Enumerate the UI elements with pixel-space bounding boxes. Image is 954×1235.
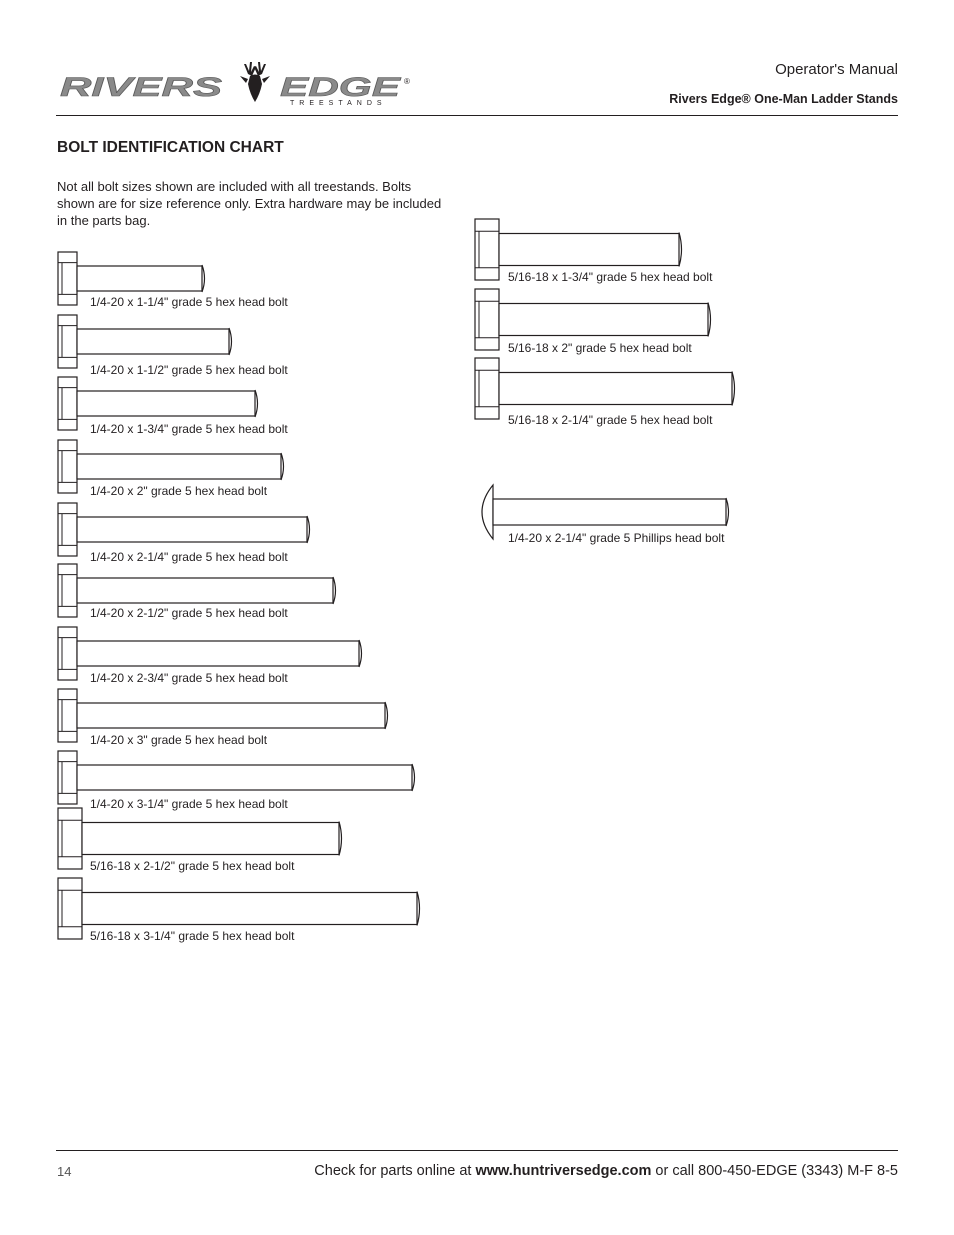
bolt-shank bbox=[77, 641, 359, 666]
page-number: 14 bbox=[57, 1164, 72, 1179]
bolt-drawing bbox=[58, 315, 239, 370]
bolt-shank bbox=[77, 517, 307, 542]
bolt-label: 1/4-20 x 1-1/2" grade 5 hex head bolt bbox=[90, 363, 288, 377]
bolt-shank bbox=[77, 391, 255, 416]
section-title: BOLT IDENTIFICATION CHART bbox=[57, 139, 284, 156]
hex-head bbox=[58, 252, 77, 305]
bolt-shank bbox=[499, 234, 679, 266]
footer-prefix: Check for parts online at bbox=[314, 1163, 476, 1179]
hex-head bbox=[58, 751, 77, 804]
bolt-label: 5/16-18 x 2" grade 5 hex head bolt bbox=[508, 341, 692, 355]
footer-suffix: or call 800-450-EDGE (3343) M-F 8-5 bbox=[651, 1163, 898, 1179]
hex-head bbox=[58, 440, 77, 493]
header-rule bbox=[56, 115, 898, 116]
product-label: Rivers Edge® One-Man Ladder Stands bbox=[669, 92, 898, 106]
hex-head bbox=[58, 503, 77, 556]
hex-head bbox=[58, 627, 77, 680]
hex-head bbox=[58, 315, 77, 368]
bolt-shank bbox=[82, 893, 417, 925]
logo-graphic bbox=[58, 60, 418, 108]
bolt-shank bbox=[77, 454, 281, 479]
bolt-label: 5/16-18 x 1-3/4" grade 5 hex head bolt bbox=[508, 270, 713, 284]
logo-word-left: RIVERS bbox=[60, 72, 222, 102]
hex-head bbox=[58, 689, 77, 742]
footer-text bbox=[314, 1163, 898, 1179]
bolt-shank bbox=[77, 765, 412, 790]
bolt-shank bbox=[82, 823, 339, 855]
bolt-label: 1/4-20 x 1-1/4" grade 5 hex head bolt bbox=[90, 295, 288, 309]
bolt-shank bbox=[77, 703, 385, 728]
bolt-shank bbox=[499, 304, 708, 336]
bolt-label: 1/4-20 x 2-3/4" grade 5 hex head bolt bbox=[90, 671, 288, 685]
bolt-shank bbox=[493, 499, 726, 525]
bolt-label: 5/16-18 x 2-1/2" grade 5 hex head bolt bbox=[90, 859, 295, 873]
bolt-label: 1/4-20 x 2-1/4" grade 5 hex head bolt bbox=[90, 550, 288, 564]
footer-url: www.huntriversedge.com bbox=[475, 1163, 652, 1179]
bolt-label: 1/4-20 x 2-1/4" grade 5 Phillips head bolt bbox=[508, 531, 725, 545]
footer-rule bbox=[56, 1150, 898, 1151]
bolt-label: 1/4-20 x 3" grade 5 hex head bolt bbox=[90, 733, 268, 747]
bolt-label: 5/16-18 x 2-1/4" grade 5 hex head bolt bbox=[508, 413, 713, 427]
phillips-head bbox=[482, 485, 493, 539]
intro-text: Not all bolt sizes shown are included with all treestands. Bolts shown are for size reference only. Extra hardware may be included in the parts bag. bbox=[57, 179, 442, 228]
bolt-label: 1/4-20 x 2" grade 5 hex head bolt bbox=[90, 484, 268, 498]
bolt-shank bbox=[499, 373, 732, 405]
bolt-shank bbox=[77, 266, 202, 291]
bolt-drawing bbox=[475, 358, 742, 421]
deer-head-icon bbox=[240, 62, 270, 102]
bolt-shank bbox=[77, 329, 229, 354]
hex-head bbox=[58, 377, 77, 430]
bolt-label: 1/4-20 x 3-1/4" grade 5 hex head bolt bbox=[90, 797, 288, 811]
bolt-shank bbox=[77, 578, 333, 603]
bolt-label: 1/4-20 x 1-3/4" grade 5 hex head bolt bbox=[90, 422, 288, 436]
logo-registered-mark: ® bbox=[404, 77, 410, 86]
hex-head bbox=[58, 564, 77, 617]
logo-tagline: TREESTANDS bbox=[290, 100, 387, 107]
bolt-label: 5/16-18 x 3-1/4" grade 5 hex head bolt bbox=[90, 929, 295, 943]
logo-word-right: EDGE bbox=[280, 72, 402, 102]
rivers-edge-logo bbox=[58, 60, 418, 108]
manual-label: Operator's Manual bbox=[775, 61, 898, 78]
bolt-label: 1/4-20 x 2-1/2" grade 5 hex head bolt bbox=[90, 606, 288, 620]
